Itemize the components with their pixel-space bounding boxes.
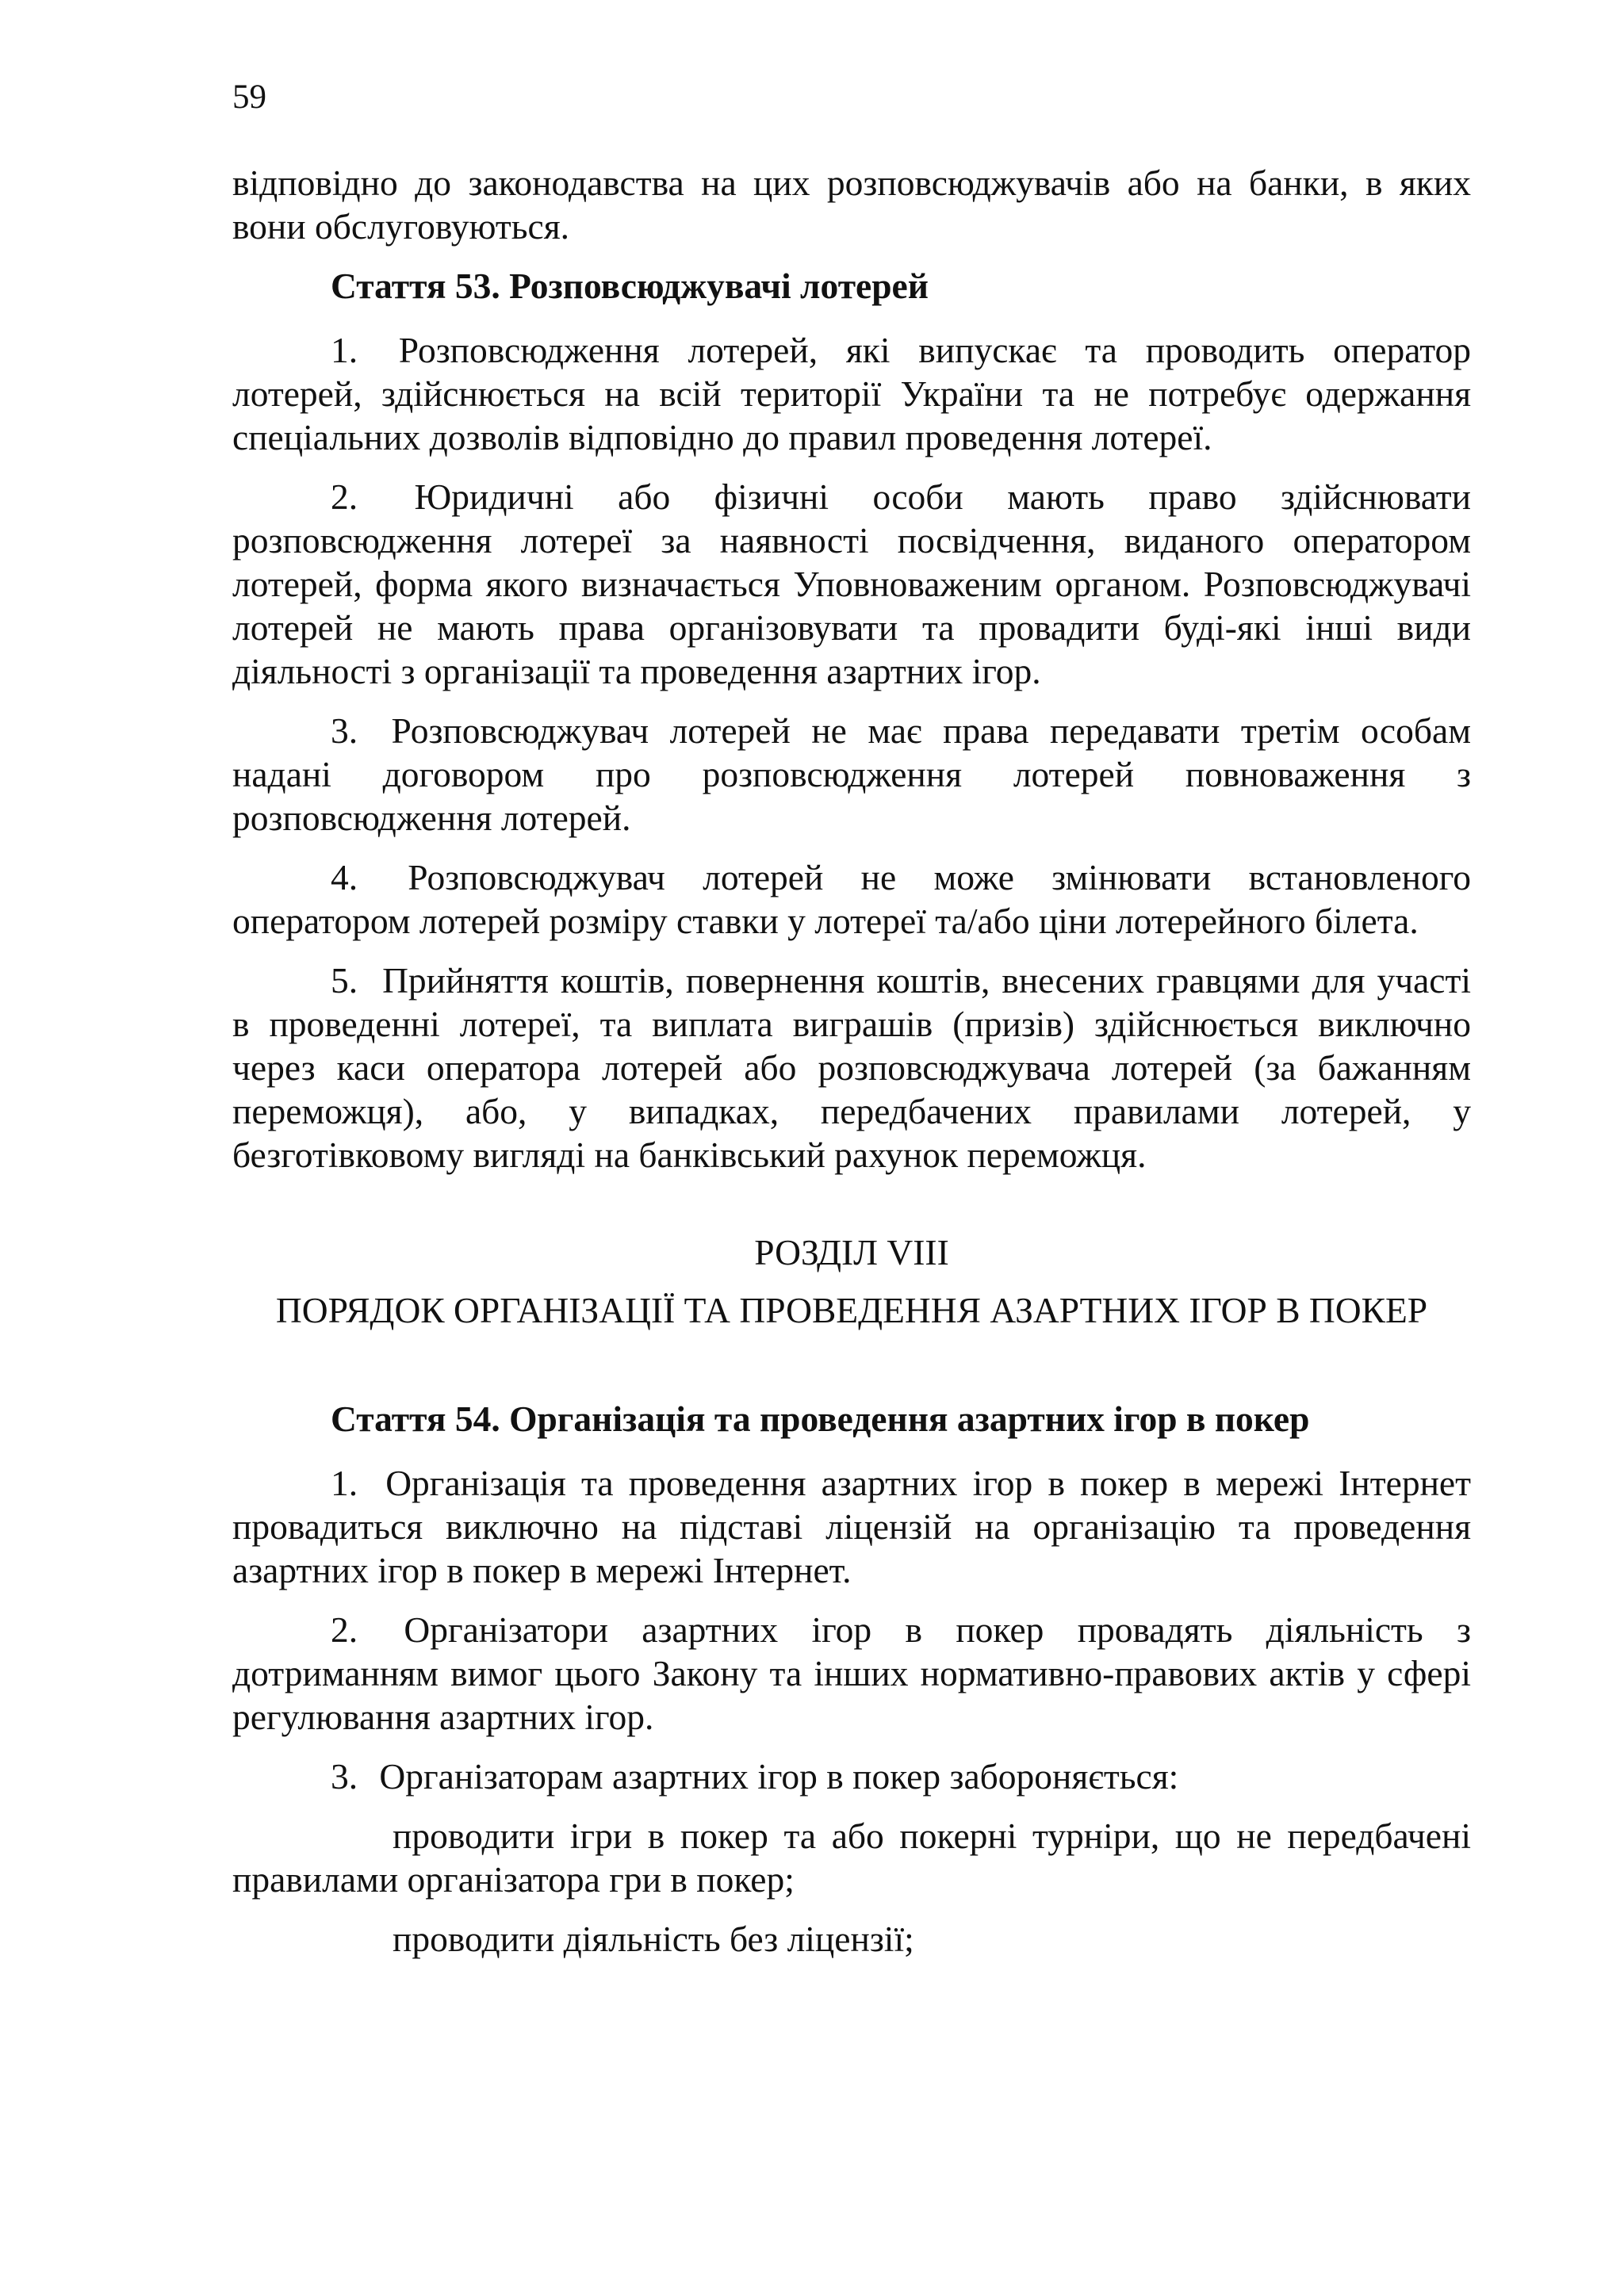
continuation-paragraph: відповідно до законодавства на цих розповсюджувачів або на банки, в яких вони обслуговуються. [232, 163, 1471, 247]
item-number: 5. [331, 960, 358, 1001]
item-number: 1. [331, 1463, 358, 1503]
article-54-subitem-1: проводити ігри в покер та або покерні турніри, що не передбачені правилами організатора гри в покер; [232, 1816, 1471, 1900]
article-53-item-2 [232, 475, 1471, 693]
item-text: Організація та проведення азартних ігор в покер в мережі Інтернет провадиться виключно на підставі ліцензій на організацію та проведення азартних ігор в покер в мережі Інтернет. [232, 1463, 1472, 1590]
item-text: Організаторам азартних ігор в покер забороняється: [379, 1756, 1179, 1797]
item-number: 2. [331, 476, 358, 517]
item-number: 4. [331, 857, 358, 897]
item-text: Розповсюдження лотерей, які випускає та проводить оператор лотерей, здійснюється на всій території України та не потребує одержання спеціальних дозволів відповідно до правил проведення лотереї. [232, 330, 1471, 457]
article-54-item-1 [232, 1461, 1471, 1592]
item-text: Розповсюджувач лотерей не має права передавати третім особам надані договором про розповсюдження лотерей повноваження з розповсюдження лотерей. [232, 710, 1472, 838]
section-title: РОЗДІЛ VIII [754, 1232, 949, 1272]
section-subtitle: ПОРЯДОК ОРГАНІЗАЦІЇ ТА ПРОВЕДЕННЯ АЗАРТНИХ ІГОР В ПОКЕР [275, 1290, 1428, 1330]
item-text: Організатори азартних ігор в покер провадять діяльність з дотриманням вимог цього Закону та інших нормативно-правових актів у сфері регулювання азартних ігор. [232, 1609, 1472, 1737]
article-53-item-5 [232, 959, 1471, 1177]
item-text: Прийняття коштів, повернення коштів, внесених гравцями для участі в проведенні лотереї, та виплата виграшів (призів) здійснюється виключно через каси оператора лотерей або розповсюджувача лотерей (за бажанням переможця), або, у випадках, передбачених правилами лотерей, у безготівковому вигляді на банківський рахунок переможця. [232, 960, 1472, 1175]
article-53-item-1 [232, 328, 1471, 459]
article-53-item-3 [232, 709, 1471, 840]
item-number: 3. [331, 1756, 358, 1797]
item-number: 3. [331, 710, 358, 751]
article-54-item-2 [232, 1608, 1471, 1739]
item-number: 2. [331, 1609, 358, 1650]
article-53-heading: Стаття 53. Розповсюджувачі лотерей [331, 266, 929, 306]
article-54-heading: Стаття 54. Організація та проведення азартних ігор в покер [331, 1399, 1310, 1439]
article-53-item-4 [232, 855, 1471, 943]
article-54-subitem-2: проводити діяльність без ліцензії; [393, 1919, 914, 1959]
item-number: 1. [331, 330, 358, 370]
page-number: 59 [232, 78, 266, 116]
item-text: Юридичні або фізичні особи мають право здійснювати розповсюдження лотереї за наявності посвідчення, виданого оператором лотерей, форма якого визначається Уповноваженим органом. Розповсюджувачі лотерей не мають права організовувати та провадити буді-які інші види діяльності з організації та проведення азартних ігор. [232, 476, 1471, 691]
document-body [232, 161, 1471, 1961]
section-heading-block [232, 1230, 1471, 1332]
article-54-item-3 [232, 1755, 1471, 1798]
item-text: Розповсюджувач лотерей не може змінювати встановленого оператором лотерей розміру ставки у лотереї та/або ціни лотерейного білета. [232, 857, 1471, 941]
